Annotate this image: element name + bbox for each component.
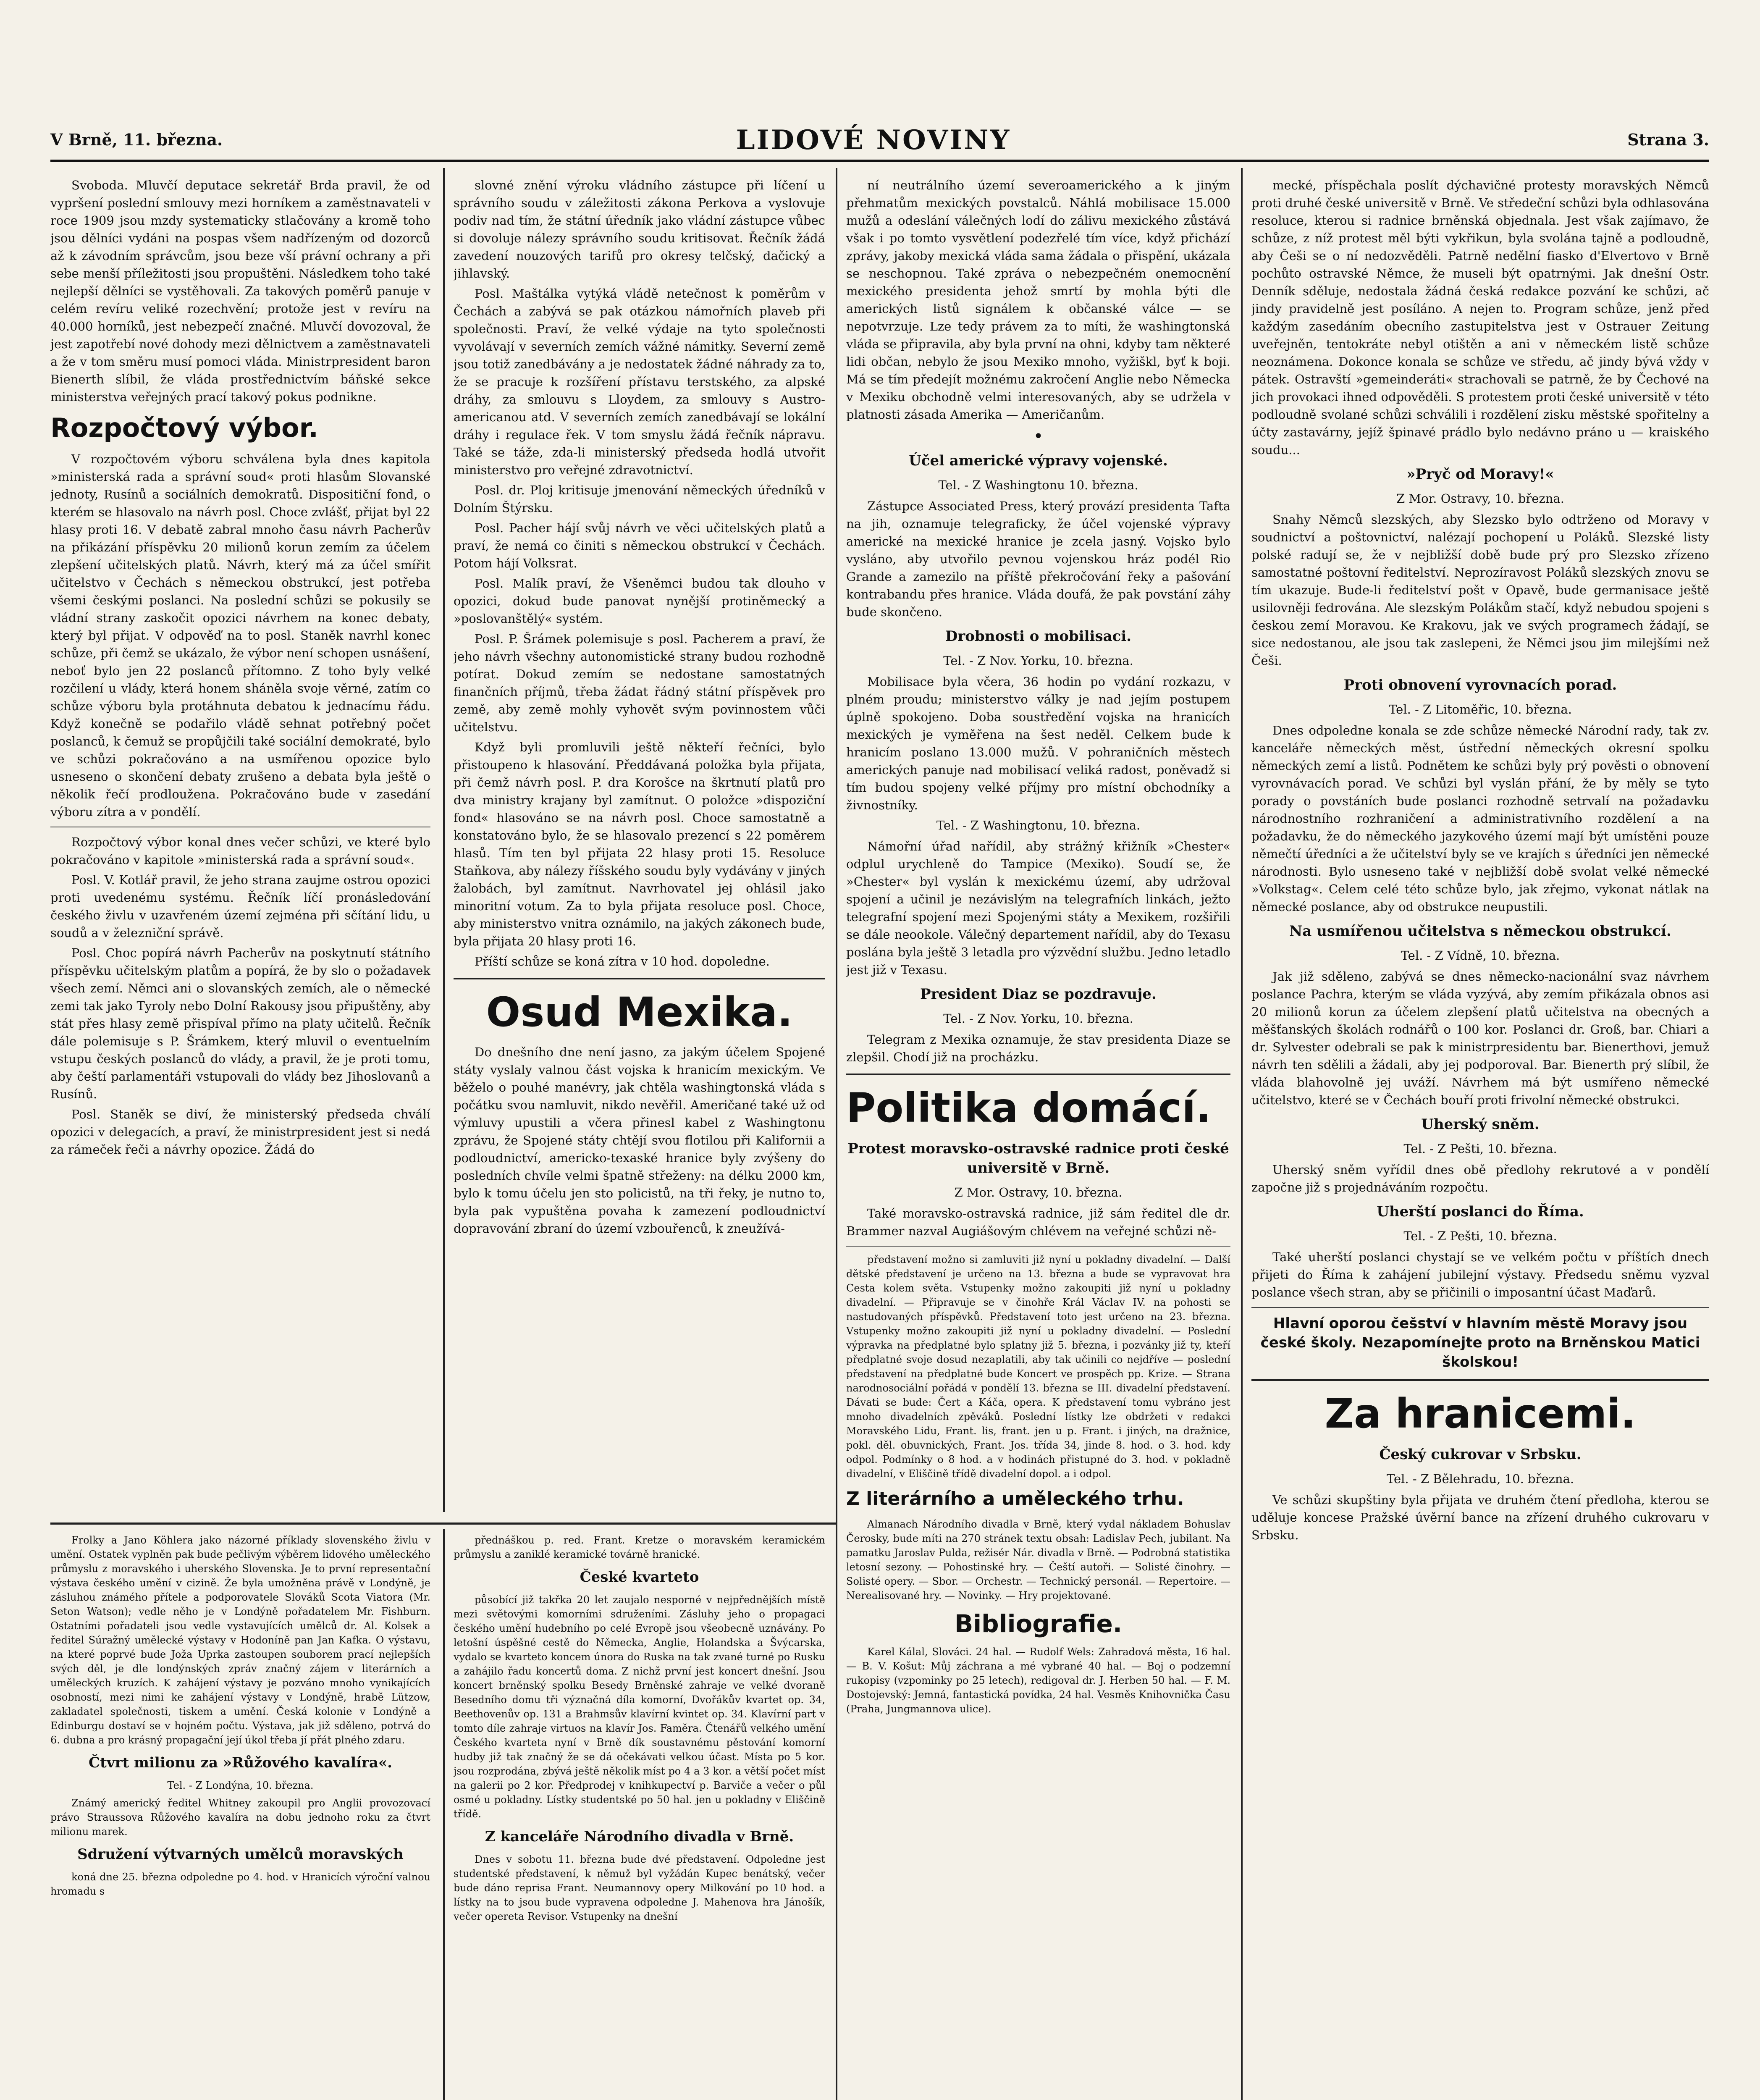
divider xyxy=(454,978,825,979)
article-text: Posl. dr. Ploj kritisuje jmenování německých úředníků v Dolním Štýrsku. xyxy=(454,483,825,515)
column-4 xyxy=(1251,176,1709,2100)
school-fund-notice: Hlavní oporou češství v hlavním městě Moravy jsou české školy. Nezapomínejte proto na Brněnskou Matici školskou! xyxy=(1260,1315,1700,1370)
lower-column-1 xyxy=(50,1533,430,2100)
article-text: Posl. Choc popírá návrh Pacherův na poskytnutí státního příspěvku učitelským platům a popírá, že by slo o požadavek všech zemí. Němci ani o slovanských zemích, ale o německé zemi tak jako Tyroly nebo Dolní Rakousy jsou připuštěny, aby stát přes hlasy země přispíval přímo na platy učitelů. Řečník dále polemisuje s P. Šrámkem, který mluvil o eventuelním vstupu českých poslanců do vlády, a pravil, že je proti tomu, aby čeští parlamentáři vstupovali do vlády bez Jihoslovanů a Rusínů. xyxy=(50,946,430,1101)
article-text: Do dnešního dne není jasno, za jakým účelem Spojené státy vyslaly valnou část vojska k hranicím mexickým. Ve běželo o pouhé manévry, jak chtěla washingtonská vláda s počátku svou namluvit, nikdo nevěřil. Američané také už od výmluvy upustili a včera přinesl kabel z Washingtonu zprávu, že Spojené státy chtějí svou flotilou při Kalifornii a podloudnictví, americko-texaské hranice byly zvýšeny do posledních chvíle velmi špatně střeženy: na délku 2000 km, bylo k tomu účelu jen sto policistů, na tři řeky, je nutno to, byla pak vypuštěna povaha k zamezení podloudnictví dopravování zbraní do území vzbouřenců, k zneužívá- xyxy=(454,1045,825,1236)
article-heading: President Diaz se pozdravuje. xyxy=(920,986,1157,1003)
article-text: Mobilisace byla včera, 36 hodin po vydání rozkazu, v plném proudu; ministerstvo války je nad jejím postupem úplně spokojeno. Doba soustředění vojska na hranicích mexických je vyměřena na šest neděl. Celkem bude k hranicím poslano 13.000 mužů. V pohraničních městech amerických panuje nad mobilisací veliká radost, poněvadž si tím budou spojeny velké příjmy pro místní obchodníky a živnostníky. xyxy=(846,675,1230,812)
article-text: Ve schůzi skupštiny byla přijata ve druhém čtení předloha, kterou se uděluje koncese Pražské úvěrní bance na zřízení druhého cukrovaru v Srbsku. xyxy=(1251,1493,1709,1542)
article-heading: »Pryč od Moravy!« xyxy=(1406,466,1554,483)
divider xyxy=(846,1246,1230,1247)
article-text: ní neutrálního území severoamerického a k jiným přehmatům mexických povstalců. Náhlá mobilisace 15.000 mužů a odeslání válečných lodí do zálivu mexického zůstává však i po tomto vysvětlení podezřelé tím více, když přichází zprávy, jakoby mexická vláda sama žádala o přispění, ukázala se neschopnou. Také zpráva o nebezpečném onemocnění mexického presidenta jehož smrtí by mohla býti dle amerických listů signálem k občanské válce — se nepotvrzuje. Lze tedy právem za to míti, že washingtonská vláda se připravila, aby byla první na ohni, kdyby tam některé lidi občan, nebylo že jsou Mexiko mnoho, vyžiškl, byť k boji. Má se tím předejít možnému zakročení Anglie nebo Německa v Mexiku obchodně velmi interesovaných, aby se udržela v platnosti zásada Amerika — Američanům. xyxy=(846,178,1230,422)
article-text: Rozpočtový výbor konal dnes večer schůzi, ve které bylo pokračováno v kapitole »ministerská rada a správní soud«. xyxy=(50,835,430,867)
article-heading: Uherští poslanci do Říma. xyxy=(1377,1203,1584,1220)
dateline: Tel. - Z Bělehradu, 10. března. xyxy=(1386,1472,1574,1486)
column-rule xyxy=(836,168,837,2100)
divider xyxy=(846,1074,1230,1075)
article-text: koná dne 25. března odpoledne po 4. hod. v Hranicích výroční valnou hromadu s xyxy=(50,1871,430,1897)
article-heading: Protest moravsko-ostravské radnice proti české universitě v Brně. xyxy=(847,1140,1229,1176)
article-text: Posl. Staněk se diví, že ministerský předseda chválí opozici v delegacích, a praví, že ministrpresident jest si nedá za rámeček řeči a návrhy opozice. Žádá do xyxy=(50,1107,430,1157)
article-text: Známý americký ředitel Whitney zakoupil pro Anglii provozovací právo Straussova Růžového kavalíra na dobu jednoho roku za čtvrt milionu marek. xyxy=(50,1797,430,1838)
article-text: Posl. P. Šrámek polemisuje s posl. Pacherem a praví, že jeho návrh všechny autonomistické strany budou rozhodně potírat. Dokud zemím se nedostane samostatných finančních příjmů, třeba žádat řádný státní příspěvek pro země, aby země mohly vyhovět svým povinnostem vůči učitelstvu. xyxy=(454,632,825,734)
column-3 xyxy=(846,176,1230,2100)
article-text: Snahy Němců slezských, aby Slezsko bylo odtrženo od Moravy v soudnictví a poštovnictví, nalézají pochopení u Poláků. Slezské listy polské radují se, že v nejbližší době bude prý pro Slezsko zřízeno samostatné poštovní ředitelství. Neprozíravost Poláků slezských znovu se tím ukazuje. Bude-li ředitelství pošt v Opavě, bude germanisace ještě usilovněji fedrována. Ale slezským Polákům stačí, když nebudou spojeni s českou zemí Moravou. Ke Krakovu, jak ve svých programech žádají, se sice nedostanou, ale jsou tak zaslepeni, že Němci jsou jim milejšími než Češi. xyxy=(1251,512,1709,668)
divider xyxy=(1251,1379,1709,1381)
feuilleton-rule xyxy=(50,1522,836,1525)
article-text: Příští schůze se koná zítra v 10 hod. dopoledne. xyxy=(475,954,770,969)
section-heading-abroad: Za hranicemi. xyxy=(1325,1390,1636,1437)
article-text: Námořní úřad nařídil, aby strážný křižník »Chester« odplul urychleně do Tampice (Mexiko). Soudí se, že »Chester« byl vyslán k mexickému území, aby udržoval spojení a učinil je nezávislým na telegrafních linkách, ježto telegrafní spojení mezi Spojenými státy a Mexikem, rozšiřili se dále neookole. Válečný departement nařídil, aby do Texasu poslána byla ještě 3 letadla pro výzvědní službu. Jedno letadlo jest již v Texasu. xyxy=(846,839,1230,977)
dateline: Z Mor. Ostravy, 10. března. xyxy=(954,1185,1123,1200)
dateline: Tel. - Z Nov. Yorku, 10. března. xyxy=(943,1011,1133,1026)
article-text: působící již takřka 20 let zaujalo nesporné v nejpřednějších místě mezi světovými komorními sdruženími. Zásluhy jeho o propagaci českého umění hudebního po celé Evropě jsou všeobecně uznávány. Po letošní úspěšné cestě do Německa, Anglie, Holandska a Švýcarska, vydalo se kvarteto koncem února do Ruska na tak zvané turné po Rusku a zahájilo řadu koncertů doma. Z nichž první jest koncert dnešní. Jsou koncert brněnský spolku Besedy Brněnské zahraje ve velké dvoraně Besedního domu tři význačná díla komorní, Dvořákův kvartet op. 34, Beethovenův op. 131 a Brahmsův klavírní kvintet op. 34. Klavírní part v tomto díle zahraje virtuos na klavír Jos. Faměra. Čtenářů velkého umění Českého kvarteta nyní v Brně dík soustavnému pěstování komorní hudby již tak značný že se dá očekávati velkou účast. Místa po 5 kor. jsou rozprodána, zbývá ještě několik míst po 4 a 3 kor. a větší počet míst na galerii po 2 kor. Předprodej v knihkupectví p. Barviče a večer o půl osmé u pokladny. Lístky studentské po 50 hal. jen u pokladny v Eliščině třídě. xyxy=(454,1594,825,1820)
dateline: Tel. - Z Nov. Yorku, 10. března. xyxy=(943,654,1133,668)
column-1 xyxy=(50,176,430,1520)
article-text: Posl. Pacher hájí svůj návrh ve věci učitelských platů a praví, že nemá co činiti s německou obstrukcí v Čechách. Potom hájí Volksrat. xyxy=(454,521,825,570)
article-text: Jak již sděleno, zabývá se dnes německo-nacionální svaz návrhem poslance Pachra, kterým se vláda vyzývá, aby zemím přikázala obnos asi 20 milionů korun za účelem zlepšení platů učitelstva na obecných a měšťanských školách rodnářů o 100 kor. Poslanci dr. Groß, bar. Chiari a dr. Sylvester odebrali se pak k ministrpresidentu bar. Bienerthovi, jemuž návrh ten sdělili a žádali, aby jej podporoval. Bar. Bienerth prý slíbil, že vláda blahovolně jej uváží. Návrhem má být usmířeno německé učitelstvo, které se v Čechách bouří proti frivolní německé obstrukci. xyxy=(1251,969,1709,1107)
separator-dot: • xyxy=(1033,427,1044,446)
dateline: Tel. - Z Litoměřic, 10. března. xyxy=(1389,702,1572,717)
article-text: Posl. V. Kotlář pravil, že jeho strana zaujme ostrou opozici proti uvedenému systému. Řečník líčí pronásledování českého živlu v uzavřeném území zejména při sčítání lidu, u soudů a v železniční správě. xyxy=(50,873,430,940)
article-heading: Účel americké výpravy vojenské. xyxy=(909,452,1168,469)
article-text: Také moravsko-ostravská radnice, již sám ředitel dle dr. Brammer nazval Augiášovým chlévem na veřejné schůzi ně- xyxy=(846,1206,1230,1238)
article-heading: Sdružení výtvarných umělců moravských xyxy=(77,1846,404,1863)
article-text: přednáškou p. red. Frant. Kretze o moravském keramickém průmyslu a zaniklé keramické továrně hranické. xyxy=(454,1534,825,1560)
article-heading: České kvarteto xyxy=(580,1569,699,1586)
page-number: Strana 3. xyxy=(1627,130,1709,149)
article-text: představení možno si zamluviti již nyní u pokladny divadelní. — Další dětské představení je určeno na 13. března a bude se vypravovat hra Cesta kolem světa. Vstupenky možno zakoupiti již nyní u pokladny divadelní. — Připravuje se v činohře Král Václav IV. na pohosti se nastudovaných příspěvků. Představení toto jest určeno na 23. března. Vstupenky možno zakoupiti již nyní u pokladny divadelní. — Poslední výpravka na předplatné bylo splatny již 5. března, i pozvánky již ty, kteří předplatné svoje dosud nezaplatili, aby tak učinili co nejdříve — poslední představení na předplatné bude Koncert ve prospěch pp. Krize. — Strana narodnosociální pořádá v pondělí 13. března se III. divadelní představení. Dávati se bude: Čert a Káča, opera. K představení tomu vybráno jest mnoho divadelních zpěváků. Poslední lístky lze obdržeti v redakci Moravského Lidu, Frant. lis, frant. jen u p. Frant. i jiných, na dražnice, pokl. děl. obuvnických, Frant. Jos. třída 34, jinde 8. hod. o 3. hod. kdy odpol. Podmínky o 8 hod. a v hodinách přistupné do 3. hod. v pokladně divadelní, v Eliščině třídě divadelní dopol. a i odpol. xyxy=(846,1254,1230,1480)
article-text: Když byli promluvili ještě někteří řečníci, bylo přistoupeno k hlasování. Předdávaná položka byla přijata, při čemž návrh posl. P. dra Korošce na škrtnutí platů pro dva ministry krajany byl zamítnut. O položce »dispoziční fond« hlasováno se na návrh posl. Choce samostatně a konstatováno bylo, že se hlasovalo prezencí s 22 poměrem hlasů. Tím ten byl přijata 22 hlasy proti 15. Resoluce Staňkova, aby nálezy říšského soudu byly vydávány v jiných žalobách, byl zamítnut. Navrhovatel jej ohlásil jako minoritní votum. Za to byla přijata resoluce posl. Choce, aby ministerstvo vnitra oznámilo, na jakých zákonech bude, byla přijata 20 hlasy proti 16. xyxy=(454,740,825,948)
dateline: Tel. - Z Pešti, 10. března. xyxy=(1403,1142,1557,1156)
section-heading-bibliography: Bibliografie. xyxy=(955,1609,1122,1638)
article-text: Dnes odpoledne konala se zde schůze německé Národní rady, tak zv. kanceláře německých měst, ústřední německých okresní spolku německých zemí a listů. Podnětem ke schůzi byly prý pověsti o obnovení vyrovnávacích porad. Ve schůzi byl vyslán přání, že by měly se tyto porady o povstáních bude poslanci rozhodně setrvalí na požadavku národnostního rozhraničení a administrativního rozdělení a na požadavku, že do německého jazykového území mají být umístěni pouze němečtí úředníci a že učitelství byly se ve krajích s úředníci jen německé národnosti. Bylo usneseno také v nejbližší době svolat velké německé »Volkstag«. Celem celé této schůze bylo, jak zřejmo, vykonat nátlak na německé poslance, aby od obstrukce neupustili. xyxy=(1251,723,1709,914)
section-heading-domestic: Politika domácí. xyxy=(846,1084,1211,1131)
article-text: V rozpočtovém výboru schválena byla dnes kapitola »ministerská rada a správní soud« proti hlasům Slovanské jednoty, Rusínů a sociálních demokratů. Dispositiční fond, o kterém se hlasovalo na návrh posl. Choce zvlášť, přijat byl 22 hlasy proti 16. V debatě zabral mnoho času návrh Pacherův na přikázání příspěvku 20 milionů korun zemím za účelem zlepšení učitelských platů. Návrh, který má za účel smířit učitelstvo v Čechách s německou obstrukcí, jest potřeba všemi českými poslanci. Na poslední schůzi se pokusily se vládní strany zaskočit opozici návrhem na konec debaty, který byl přijat. V odpověď na to posl. Staněk navrhl konec schůze, při čemž se ukázalo, že výbor není schopen usnášení, neboť bylo jen 22 poslanců přítomno. Z toho byly velké rozčilení u vlády, která honem sháněla svoje věrné, zatím co schůze výboru byla protáhnuta debatou k jednacímu řádu. Když konečně se podařilo vládě sehnat potřebný počet poslanců, k čemuž se propůjčili také sociální demokraté, bylo ve schůzi pokračováno a na usmířenou opozice bylo usneseno o skončení debaty zrušeno a debata byla ještě o několik řečí prodloužena. Pokračováno bude v zasedání výboru zítra a v pondělí. xyxy=(50,452,430,819)
section-heading-literary: Z literárního a uměleckého trhu. xyxy=(846,1488,1184,1509)
article-heading: Uherský sněm. xyxy=(1421,1116,1540,1133)
article-text: Karel Kálal, Slováci. 24 hal. — Rudolf Wels: Zahradová města, 16 hal. — B. V. Košut: Můj záchrana a mé vybrané 40 hal. — Boj o podzemní rukopisy (vzpominky po 25 letech), redigoval dr. J. Herben 50 hal. — F. M. Dostojevský: Jemná, fantastická povídka, 24 hal. Vesměs Knihovnička Času (Praha, Jungmannova ulice). xyxy=(846,1646,1230,1715)
column-rule xyxy=(443,1529,445,2100)
dateline: Z Mor. Ostravy, 10. března. xyxy=(1396,491,1564,506)
divider xyxy=(1251,1307,1709,1308)
column-rule xyxy=(443,168,445,1512)
section-heading-mexico: Osud Mexika. xyxy=(486,989,793,1036)
masthead xyxy=(50,122,1709,162)
article-text: Posl. Malík praví, že Všeněmci budou tak dlouho v opozici, dokud bude panovat nynější protiněmecký a »poslovanštělý« systém. xyxy=(454,576,825,626)
article-text: Dnes v sobotu 11. března bude dvé představení. Odpoledne jest studentské představení, k němuž byl vyžádán Kupec benátský, večer bude dáno reprisa Frant. Neumannovy opery Milkování po 10 hod. a lístky na to jsou bude vypravena odpoledne J. Mahenova hra Jánošík, večer opereta Revisor. Vstupenky na dnešní xyxy=(454,1853,825,1922)
column-2 xyxy=(454,176,825,1520)
lower-column-2 xyxy=(454,1533,825,2100)
article-text: Uherský sněm vyřídil dnes obě předlohy rekrutové a v pondělí započne již s projednáváním rozpočtu. xyxy=(1251,1163,1709,1194)
article-text: Zástupce Associated Press, který provází presidenta Tafta na jih, oznamuje telegraficky, že účel vojenské výpravy americké na mexické hranice je zcela jasný. Vojsko bylo vysláno, aby utvořilo pevnou vojenskou hráz podél Rio Grande a zamezilo na příště překročování řeky a pašování kontrabandu přes hranice. Vláda doufá, že pak povstání záhy bude skončeno. xyxy=(846,499,1230,619)
issue-date: V Brně, 11. března. xyxy=(50,130,223,149)
article-heading: Z kanceláře Národního divadla v Brně. xyxy=(485,1828,794,1845)
article-text: Také uherští poslanci chystají se ve velkém počtu v příštích dnech přijeti do Říma k zahájení jubilejní výstavy. Předsedu sněmu vyzval poslance všech stran, aby se přičinili o imposantní účast Maďarů. xyxy=(1251,1250,1709,1299)
article-heading: Drobnosti o mobilisaci. xyxy=(945,628,1132,645)
dateline: Tel. - Z Washingtonu, 10. března. xyxy=(936,818,1141,832)
dateline: Tel. - Z Pešti, 10. března. xyxy=(1403,1229,1557,1243)
article-heading: Čtvrt milionu za »Růžového kavalíra«. xyxy=(89,1754,392,1771)
article-heading: Český cukrovar v Srbsku. xyxy=(1379,1446,1582,1463)
dateline: Tel. - Z Washingtonu 10. března. xyxy=(938,478,1138,492)
article-text: Telegram z Mexika oznamuje, že stav presidenta Diaze se zlepšil. Chodí již na procházku. xyxy=(846,1032,1230,1064)
article-heading: Na usmířenou učitelstva s německou obstrukcí. xyxy=(1289,923,1671,940)
article-text: Posl. Maštálka vytýká vládě netečnost k poměrům v Čechách a zabývá se pak otázkou námořních plaveb při společnosti. Praví, že velké výdaje na tyto společnosti vyvolávají v severních zemích vážné námitky. Severní země jsou totiž zanedbávány a je nedostatek žádné náhrady za to, že se pracuje k rozšíření přístavu terstského, za alpské dráhy, za smlouvu s Lloydem, za smlouvy s Austro-americanou atd. V severních zemích zanedbávají se lokální dráhy i regulace řek. V tom smyslu žádá řečník nápravu. Také se táže, zda-li ministerský předseda hodlá utvořit ministerstvo pro veřejné zdravotnictví. xyxy=(454,286,825,477)
newspaper-title: LIDOVÉ NOVINY xyxy=(736,124,1011,156)
article-text: Svoboda. Mluvčí deputace sekretář Brda pravil, že od vypršení poslední smlouvy mezi horníkem a zaměstnavateli v roce 1909 jsou mzdy systematicky stlačovány a kromě toho jsou dělníci vydáni na pospas všem nadřízeným od dozorců až k závodním správcům, jsou beze vší právní ochrany a při sebe menší příležitosti jsou propuštěni. Následkem toho také nejlepší dělníci se vystěhovali. Za takových poměrů panuje v celém revíru veliké rozechvění; protože jest v revíru na 40.000 horníků, jest nebezpečí značné. Mluvčí dovozoval, že jest zapotřebí nové dohody mezi dělnictvem a zaměstnavateli a že v tom směru musí pomoci vláda. Ministrpresident baron Bienerth slíbil, že vláda prostřednictvím báňské sekce ministerstva veřejných prací takový pokus podnikne. xyxy=(50,178,430,404)
section-heading-budget: Rozpočtový výbor. xyxy=(50,412,318,443)
column-rule xyxy=(1241,168,1243,2100)
dateline: Tel. - Z Londýna, 10. března. xyxy=(167,1780,314,1791)
article-heading: Proti obnovení vyrovnacích porad. xyxy=(1343,677,1617,693)
article-text: mecké, příspěchala poslít dýchavičné protesty moravských Němců proti druhé české universitě v Brně. Ve středeční schůzi byla odhlasována resoluce, kterou si radnice brněnská objednala. Jest však zajímavo, že schůze, z níž protest měl býti vykřikun, byla svolána tajně a podloudně, aby Češi se o ní nedozvěděli. Patrně nedělní fiasko d'Elvertovo v Brně pochůto ostravské Němce, že museli být opatrnými. Jak dnešní Ostr. Denník sděluje, nedostala žádná česká redakce pozvání ke schůzi, ač jindy pravidelně jest posíláno. A nejen to. Program schůze, jenž před každým zasedáním obecního zastupitelstva jest v Ostrauer Zeitung uveřejněn, tentokráte nebyl otištěn a ani v německém listě schůze neoznámena. Dokonce konala se schůze ve středu, ač jindy bývá vždy v pátek. Ostravští »gemeinderáti« strachovali se patrně, že by Čechové na jich provokaci ihned odpověděli. S protestem proti české universitě v této podloudně svolané schůzi schválili i rozdělení zisku městské spořitelny a účty zastavárny, jejíž špinavé prádlo bylo nedávno práno u — kraiského soudu... xyxy=(1251,178,1709,457)
article-text: Frolky a Jano Köhlera jako názorné příklady slovenského živlu v umění. Ostatek vyplněn pak bude pečlivým výběrem lidového uměleckého průmyslu z moravského i uherského Slovenska. Je to první representační výstava českého umění v cizině. Že byla umožněna právě v Londýně, je zásluhou známého přítele a podporovatele Slováků Scota Viatora (Mr. Seton Watson); vedle něho je v Londýně pořadatelem Mr. Fishburn. Ostatními pořadateli jsou vedle vystavujících umělců dr. Al. Kolsek a ředitel Súražný umělecké výstavy v Hodoníně pan Jan Kafka. O výstavu, na které poprvé bude Joža Uprka zastoupen souborem prací nejlepších svých děl, je dle londýnských zpráv značný zájem v literárních a uměleckých kruzích. K zahájení výstavy je pozváno mnoho vynikajících osobností, mezi nimi ke zahájení výstavy v Londýně, hrabě Lützow, zakladatel společnosti, tiskem a umění. Česká kolonie v Londýně a Edinburgu dostaví se v hojném počtu. Výstava, jak již sděleno, potrvá do 6. dubna a pro krásný propagační její úkol třeba jí přát plného zdaru. xyxy=(50,1534,430,1746)
article-text: slovné znění výroku vládního zástupce při líčení u správního soudu v záležitosti zákona Perkova a vyslovuje podiv nad tím, že státní úředník jako vládní zástupce vůbec si dovoluje nálezy správního soudu kritisovat. Řečník žádá zavedení nouzových tarifů pro okresy telčský, dačický a jihlavský. xyxy=(454,178,825,281)
dateline: Tel. - Z Vídně, 10. března. xyxy=(1401,948,1560,963)
article-text: Almanach Národního divadla v Brně, který vydal nákladem Bohuslav Čerosky, bude míti na 270 stránek textu obsah: Ladislav Pech, jubilant. Na pamatku Jaroslav Pulda, režisér Nár. divadla v Brně. — Podrobná statistika letosní sezony. — Pohostinské hry. — Čeští autoři. — Solisté činohry. — Solisté opery. — Sbor. — Orchestr. — Technický personál. — Repertoire. — Nerealisované hry. — Novinky. — Hry projektované. xyxy=(846,1518,1230,1601)
